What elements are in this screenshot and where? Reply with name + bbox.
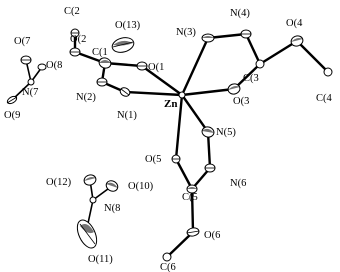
label-o5: O(5	[145, 154, 162, 165]
atom-o6	[186, 227, 199, 237]
bond-c3-o4	[260, 41, 297, 64]
bond-c5-o5	[176, 159, 192, 189]
label-o3: O(3	[233, 96, 250, 107]
atom-n1	[119, 86, 132, 98]
label-c4: C(4	[316, 93, 332, 104]
label-o8: O(8	[46, 60, 63, 71]
atom-c4	[324, 68, 332, 76]
label-o12: O(12)	[46, 177, 72, 188]
label-o2: O(2	[70, 34, 87, 45]
atom-o5	[172, 155, 180, 163]
label-o7: O(7	[14, 36, 31, 47]
atom-n6	[205, 164, 215, 172]
label-c6: C(6	[160, 262, 176, 272]
atom-n7	[28, 79, 34, 85]
atom-o13	[111, 35, 136, 54]
label-c3: C(3	[243, 73, 259, 84]
atom-n4	[241, 30, 251, 38]
atom-o1	[137, 62, 147, 70]
atom-o10	[104, 179, 119, 194]
label-o1: O(1	[148, 62, 165, 73]
label-n3: N(3)	[176, 27, 196, 38]
atom-c6	[163, 253, 171, 261]
label-n6: N(6	[230, 178, 247, 189]
bond-n4-c3	[246, 34, 260, 64]
bond-zn-n3	[182, 38, 208, 95]
atom-n3	[202, 34, 214, 42]
label-n5: N(5)	[216, 127, 236, 138]
label-n2: N(2)	[76, 92, 96, 103]
atom-labels	[4, 6, 333, 272]
atom-n5	[201, 126, 215, 139]
atom-o12	[83, 173, 98, 187]
bond-zn-o3	[182, 89, 234, 95]
label-n7: N(7	[22, 87, 39, 98]
atom-n8	[90, 197, 96, 203]
label-c2: C(2	[64, 6, 80, 17]
label-o10: O(10)	[128, 181, 154, 192]
label-n8: N(8	[104, 203, 121, 214]
label-n1: N(1)	[117, 110, 137, 121]
atom-o7	[21, 56, 31, 64]
bond-o4-c4	[297, 41, 328, 72]
label-o11: O(11)	[88, 254, 113, 265]
label-o13: O(13)	[115, 20, 141, 31]
atom-o8	[38, 64, 46, 70]
label-o6: O(6	[204, 230, 221, 241]
atom-c1	[98, 56, 113, 70]
label-o9: O(9	[4, 110, 21, 121]
atom-o2	[70, 48, 80, 56]
label-o4: O(4	[286, 18, 303, 29]
atom-n2	[97, 78, 107, 86]
label-n4: N(4)	[230, 8, 250, 19]
label-zn: Zn	[164, 98, 178, 110]
bond-zn-n1	[125, 92, 182, 95]
label-c1: C(1	[92, 47, 108, 58]
atom-o11	[73, 217, 100, 251]
atom-zn	[179, 92, 185, 98]
bond-zn-n5	[182, 95, 208, 132]
label-c5: C(5	[182, 192, 198, 203]
atom-c3	[256, 60, 264, 68]
